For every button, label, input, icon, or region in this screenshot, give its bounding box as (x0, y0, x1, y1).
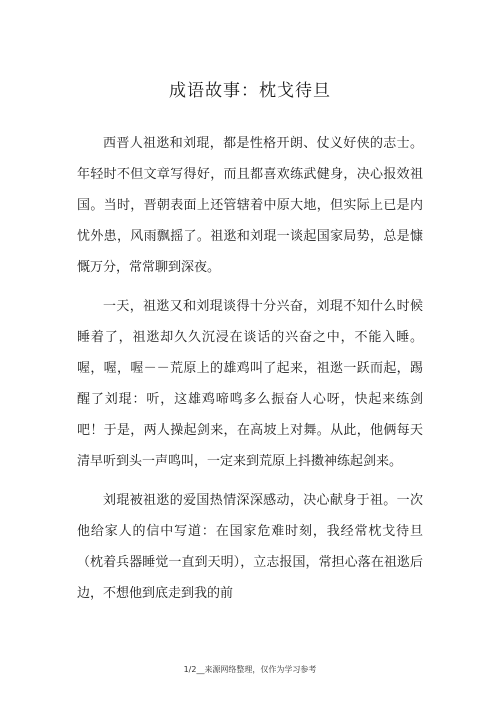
document-body (77, 128, 423, 617)
page-footer: 1/2__来源网络整理，仅作为学习参考 (183, 665, 317, 674)
paragraph: 刘琨被祖逖的爱国热情深深感动，决心献身于祖。一次他给家人的信中写道：在国家危难时刻，我经常枕戈待旦（枕着兵器睡觉一直到天明），立志报国，常担心落在祖逖后边，不想他到底走到我的前 (77, 493, 423, 601)
document-title: 成语故事：枕戈待旦 (169, 81, 331, 101)
paragraph: 西晋人祖逖和刘琨，都是性格开朗、仗义好侠的志士。年轻时不但文章写得好，而且都喜欢练武健身，决心报效祖国。当时，晋朝表面上还管辖着中原大地，但实际上已是内忧外患，风雨飘摇了。祖逖和刘琨一谈起国家局势，总是慷慨万分，常常聊到深夜。 (77, 136, 423, 275)
paragraph: 一天，祖逖又和刘琨谈得十分兴奋，刘琨不知什么时候睡着了，祖逖却久久沉浸在谈话的兴奋之中，不能入睡。喔，喔，喔－－荒原上的雄鸡叫了起来，祖逖一跃而起，踢醒了刘琨：听，这雄鸡啼鸣多么振奋人心呀，快起来练剑吧！于是，两人操起剑来，在高坡上对舞。从此，他俩每天清早听到头一声鸣叫，一定来到荒原上抖擞神练起剑来。 (77, 299, 423, 469)
